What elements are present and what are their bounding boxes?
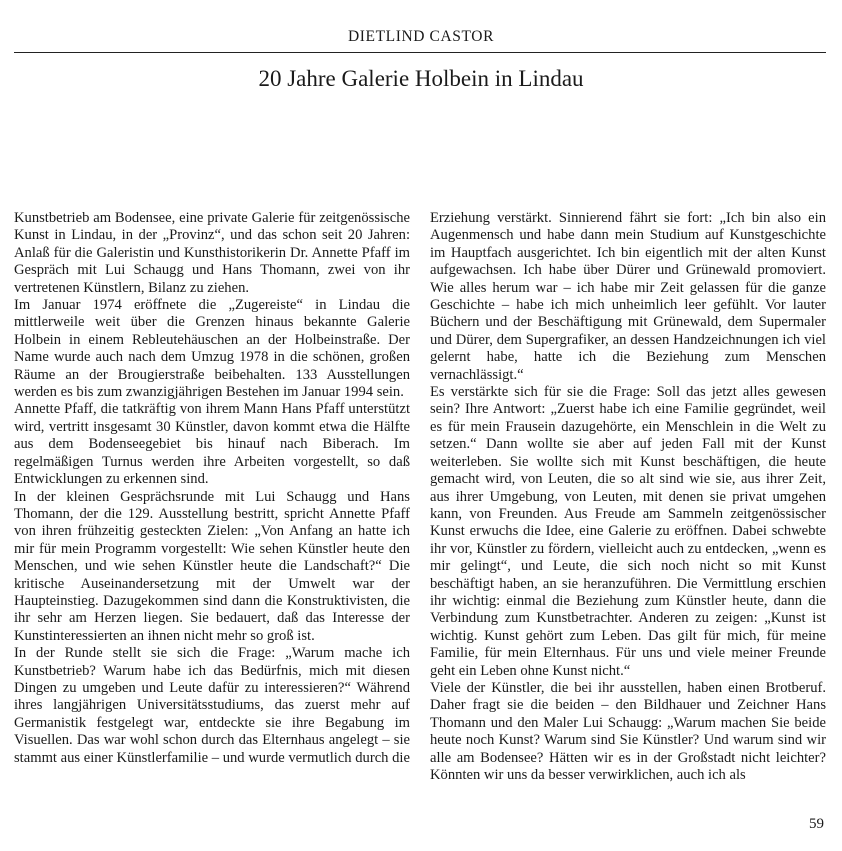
left-column — [14, 210, 410, 767]
article-title: 20 Jahre Galerie Holbein in Lindau — [258, 66, 584, 91]
header-rule — [14, 52, 826, 53]
running-head-author: DIETLIND CASTOR — [347, 28, 495, 45]
paragraph: Kunstbetrieb am Bodensee, eine private Galerie für zeitgenössische Kunst in Lindau, in der „Provinz“, und das schon seit 20 Jahren: Anlaß für die Galeristin und Kunsthistorikerin Dr. Annette Pfaff im Gespräch mit Lui Schaugg und Hans Thomann, zwei von ihr vertretenen Künstlern, Bilanz zu ziehen. — [14, 210, 410, 296]
paragraph: Erziehung verstärkt. Sinnierend fährt sie fort: „Ich bin also ein Augenmensch und habe dann mein Studium auf Kunstgeschichte im Hauptfach ausgerichtet. Ich bin eigentlich mit der alten Kunst aufgewachsen. Ich habe über Dürer und Grünewald promoviert. Wie alles herum war – ich habe mir Zeit gelassen für die ganze Geschichte – habe ich mich unheimlich leer gefühlt. Vor lauter Büchern und der Beschäftigung mit Grünewald, dem Supermaler und Dürer, dem Supergrafiker, an dessen Handzeichnungen ich viel gelernt habe, hatte ich die Beziehung zum Menschen vernachlässigt.“ — [430, 210, 826, 383]
paragraph: In der kleinen Gesprächsrunde mit Lui Schaugg und Hans Thomann, der die 129. Ausstellung bestritt, spricht Annette Pfaff von ihren frühzeitig gesteckten Zielen: „Von Anfang an hatte ich mir für mein Programm vorgestellt: Wie sehen Künstler heute den Menschen, und wie sehen Künstler heute die Landschaft?“ Die kritische Auseinandersetzung mit der Umwelt war der Haupteinstieg. Dazugekommen sind dann die Konstruktivisten, die ihr sehr am Herzen liegen. Sie bedauert, daß das Interesse der Kunstinteressierten an ihnen nicht mehr so groß ist. — [14, 488, 410, 644]
paragraph: Es verstärkte sich für sie die Frage: Soll das jetzt alles gewesen sein? Ihre Antwort: „Zuerst habe ich eine Familie gegründet, weil es für mein Frausein dazugehörte, ein Menschlein in die Welt zu setzen.“ Dann wollte sie aber auf jeden Fall mit der Kunst weiterleben. Sie wollte sich mit Kunst beschäftigen, die heute gemacht wird, von Leuten, die so alt sind wie sie, aus ihrer Zeit, aus ihrer Umgebung, von Leuten, mit denen sie privat umgehen kann, von Freunden. Aus Freude am Sammeln zeitgenössischer Kunst erwuchs die Idee, eine Galerie zu eröffnen. Dabei schwebte ihr vor, Künstler zu fördern, vielleicht auch zu entdecken, „wenn es mir gelingt“, und Leute, die sich noch nicht so mit Kunst beschäftigt haben, an sie heranzuführen. Die Vermittlung erschien ihr wichtig: einmal die Beziehung zum Künstler heute, dann die Verbindung zum Kunstbetrachter. Anderen zu zeigen: „Kunst ist wichtig. Kunst gehört zum Leben. Das gilt für mich, für meine Familie, für mein Elternhaus. Für uns und viele meiner Freunde geht ein Leben ohne Kunst nicht.“ — [430, 384, 826, 679]
paragraph: Annette Pfaff, die tatkräftig von ihrem Mann Hans Pfaff unterstützt wird, vertritt insgesamt 30 Künstler, davon kommt etwa die Hälfte aus dem Bodenseegebiet bis hinauf nach Biberach. Im regelmäßigen Turnus werden ihre Arbeiten vorgestellt, so daß Entwicklungen zu erkennen sind. — [14, 401, 410, 488]
paragraph: In der Runde stellt sie sich die Frage: „Warum mache ich Kunstbetrieb? Warum habe ich das Bedürfnis, mich mit diesen Dingen zu umgeben und Leute dafür zu interessieren?“ Während ihres langjährigen Universitätsstudiums, das zuerst mehr auf Germanistik festgelegt war, entdeckte sie ihre Begabung im Visuellen. Das war wohl schon durch das Elternhaus angelegt – sie stammt aus einer Künstlerfamilie – und wurde vermutlich durch die — [14, 645, 410, 766]
paragraph: Viele der Künstler, die bei ihr ausstellen, haben einen Brotberuf. Daher fragt sie die beiden – den Bildhauer und Zeichner Hans Thomann und den Maler Lui Schaugg: „Warum machen Sie beide heute noch Kunst? Warum sind Sie Künstler? Und warum sind wir alle am Bodensee? Hätten wir es in der Großstadt nicht leichter? Könnten wir uns da besser verwirklichen, auch ich als — [430, 679, 826, 783]
page-number: 59 — [809, 816, 824, 832]
right-column — [430, 210, 826, 784]
paragraph: Im Januar 1974 eröffnete die „Zugereiste“ in Lindau die mittlerweile weit über die Grenzen hinaus bekannte Galerie Holbein in einem Rebleutehäuschen an der Holbeinstraße. Der Name wurde auch nach dem Umzug 1978 in die schönen, großen Räume an der Brougierstraße beibehalten. 133 Ausstellungen werden es bis zum zwanzigjährigen Bestehen im Januar 1994 sein. — [14, 297, 410, 401]
